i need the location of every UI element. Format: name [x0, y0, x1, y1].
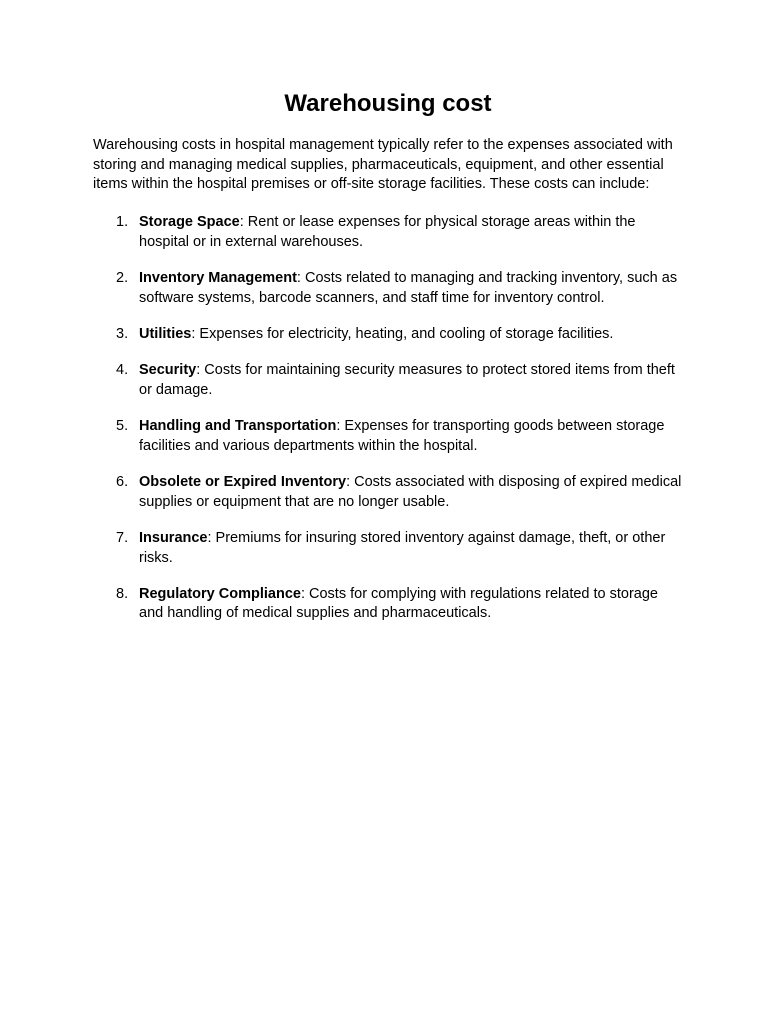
- list-item-number: 7.: [116, 529, 129, 546]
- list-item-term: Regulatory Compliance: [139, 585, 301, 602]
- list-item: [93, 585, 683, 624]
- list-item-description: : Rent or lease expenses for physical storage areas within the hospital or in external warehouses.: [139, 214, 636, 250]
- list-item: [93, 325, 683, 345]
- document-page: [93, 88, 683, 641]
- list-item-term: Storage Space: [139, 214, 240, 231]
- list-item-term: Inventory Management: [139, 270, 297, 287]
- list-item: [93, 417, 683, 456]
- intro-paragraph: Warehousing costs in hospital management typically refer to the expenses associated with storing and managing medical supplies, pharmaceuticals, equipment, and other essential items within the hospital premises or off-site storage facilities. These costs can include:: [93, 137, 673, 193]
- cost-list: [93, 213, 683, 624]
- list-item-number: 8.: [116, 585, 129, 602]
- list-item: [93, 269, 683, 308]
- list-item: [93, 529, 683, 568]
- list-item-number: 6.: [116, 473, 129, 490]
- list-item-term: Obsolete or Expired Inventory: [139, 473, 347, 490]
- list-item-description: : Premiums for insuring stored inventory against damage, theft, or other risks.: [139, 529, 666, 566]
- list-item-term: Security: [139, 362, 197, 379]
- list-item-term: Utilities: [139, 325, 192, 342]
- list-item: [93, 361, 683, 400]
- list-item-number: 2.: [116, 270, 129, 287]
- list-item-number: 4.: [116, 362, 129, 379]
- list-item: [93, 473, 683, 512]
- list-item-term: Handling and Transportation: [139, 418, 337, 435]
- list-item-description: : Costs related to managing and tracking inventory, such as software systems, barcode scanners, and staff time for inventory control.: [139, 270, 678, 306]
- list-item-number: 3.: [116, 325, 129, 342]
- list-item-number: 5.: [116, 418, 129, 435]
- list-item-number: 1.: [116, 214, 129, 231]
- list-item-description: : Expenses for transporting goods between storage facilities and various departments within the hospital.: [139, 418, 665, 454]
- list-item-description: : Costs for complying with regulations related to storage and handling of medical supplies and pharmaceuticals.: [139, 585, 658, 622]
- document-title: Warehousing cost: [284, 90, 492, 117]
- list-item-term: Insurance: [139, 529, 208, 546]
- list-item-description: : Expenses for electricity, heating, and cooling of storage facilities.: [191, 325, 614, 342]
- list-item: [93, 213, 683, 252]
- list-item-description: : Costs for maintaining security measures to protect stored items from theft or damage.: [139, 362, 675, 398]
- list-item-description: : Costs associated with disposing of expired medical supplies or equipment that are no longer usable.: [139, 473, 682, 510]
